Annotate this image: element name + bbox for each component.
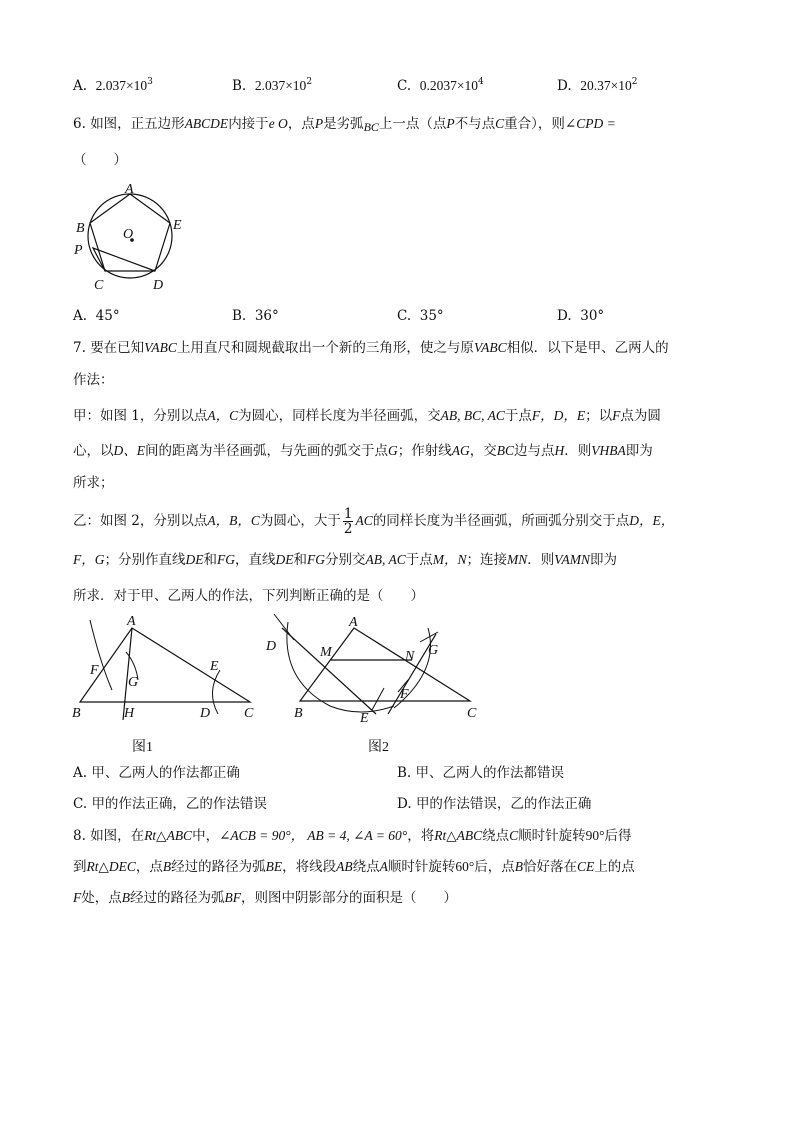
arc-bc: BC xyxy=(363,120,379,134)
q5-option-d[interactable]: D. $20.37\times 10^2$ xyxy=(557,77,638,94)
label-e: E xyxy=(173,218,182,233)
q5-option-b[interactable]: B. $2.037\times 10^2$ xyxy=(232,77,313,94)
q5-option-a[interactable]: A. $2.037\times 10^3$ xyxy=(73,77,153,94)
q6-stem: 6. 如图，正五边形ABCDE内接于e O，点P是劣弧BC上一点（点P不与点C重合），则∠CPD = xyxy=(73,116,616,134)
arc-f xyxy=(90,620,112,690)
q6-option-d[interactable]: D. 30° xyxy=(557,308,605,324)
q6-blank: （ ） xyxy=(73,152,127,168)
q8-stem-line2: 到Rt△DEC，点B经过的路径为弧BE，将线段AB绕点A顺时针旋转60°后，点B恰好落在CE上的点 xyxy=(73,859,635,875)
fig2-label-f: F xyxy=(400,687,409,702)
fig2-label-g: G xyxy=(428,643,439,658)
q7-stem-line2: 作法： xyxy=(73,372,114,388)
q7-figure-1 xyxy=(66,612,266,727)
fig1-label-c: C xyxy=(244,706,254,721)
q6-figure xyxy=(70,180,200,295)
label-d: D xyxy=(153,278,164,293)
q7-jia-line1: 甲：如图 1，分别以点A，C为圆心，同样长度为半径画弧，交AB, BC, AC于点F，D，E；以F点为圆 xyxy=(73,408,661,424)
label-c: C xyxy=(94,278,104,293)
label-o: O xyxy=(123,227,134,242)
arc-mark-d xyxy=(274,614,294,640)
q6-option-a[interactable]: A. 45° xyxy=(73,308,120,324)
q7-jia-line2: 心，以D、E间的距离为半径画弧，与先画的弧交于点G；作射线AG，交BC边与点H．则VHBA即为 xyxy=(73,443,653,459)
fig2-caption: 图2 xyxy=(368,740,389,755)
fig1-caption: 图1 xyxy=(132,740,153,755)
q7-yi-line1: 乙：如图 2，分别以点A，B，C为圆心，大于 $\frac{1}{2}$ AC的同样长度为半径画弧，所画弧分别交于点D，E， xyxy=(73,506,675,537)
fig1-label-e: E xyxy=(210,659,219,674)
q7-option-d[interactable]: D. 甲的作法错误，乙的作法正确 xyxy=(397,796,592,812)
fig2-label-d: D xyxy=(266,639,277,654)
q7-option-a[interactable]: A. 甲、乙两人的作法都正确 xyxy=(73,765,240,781)
q8-stem-line3: F处，点B经过的路径为弧BF，则图中阴影部分的面积是（ ） xyxy=(73,890,457,906)
q8-stem-line1: 8. 如图，在Rt△ABC中，∠ACB = 90°， AB = 4, ∠A = 60°，将Rt△ABC绕点C顺时针旋转90°后得 xyxy=(73,828,632,844)
arc-mark-e xyxy=(372,688,384,710)
fig2-label-e: E xyxy=(360,711,369,725)
fraction-half: $\frac{1}{2}$ xyxy=(343,506,353,537)
q7-stem-line1: 7. 要在已知VABC上用直尺和圆规截取出一个新的三角形，使之与原VABC相似．以下是甲、乙两人的 xyxy=(73,340,669,356)
fig2-label-m: M xyxy=(320,645,332,660)
fig2-label-a: A xyxy=(349,615,358,630)
q7-yi-line3: 所求．对于甲、乙两人的作法，下列判断正确的是（ ） xyxy=(73,588,424,604)
fig1-label-d: D xyxy=(200,706,211,721)
q5-option-c[interactable]: C. $0.2037\times 10^4$ xyxy=(397,77,484,94)
fig2-label-b: B xyxy=(294,706,303,721)
label-a: A xyxy=(125,182,134,197)
q7-option-c[interactable]: C. 甲的作法正确，乙的作法错误 xyxy=(73,796,267,812)
arc-de xyxy=(212,670,220,714)
fig2-label-n: N xyxy=(405,649,415,664)
q7-figure-2 xyxy=(260,610,490,725)
fig1-label-g: G xyxy=(128,675,139,690)
q7-option-b[interactable]: B. 甲、乙两人的作法都错误 xyxy=(397,765,565,781)
triangle-abc xyxy=(80,628,250,702)
fig1-label-f: F xyxy=(90,663,99,678)
q6-option-c[interactable]: C. 35° xyxy=(397,308,444,324)
label-b: B xyxy=(76,221,85,236)
label-p: P xyxy=(74,243,83,258)
fig1-label-a: A xyxy=(127,614,136,629)
fig2-label-c: C xyxy=(467,706,477,721)
q7-yi-line2: F，G；分别作直线DE和FG，直线DE和FG分别交AB, AC于点M，N；连接MN．则VAMN即为 xyxy=(73,552,617,568)
triangle-abc-2 xyxy=(300,628,470,701)
fig1-label-b: B xyxy=(72,706,81,721)
fig1-label-h: H xyxy=(124,706,135,721)
q7-jia-line3: 所求； xyxy=(73,475,114,491)
q6-option-b[interactable]: B. 36° xyxy=(232,308,279,324)
